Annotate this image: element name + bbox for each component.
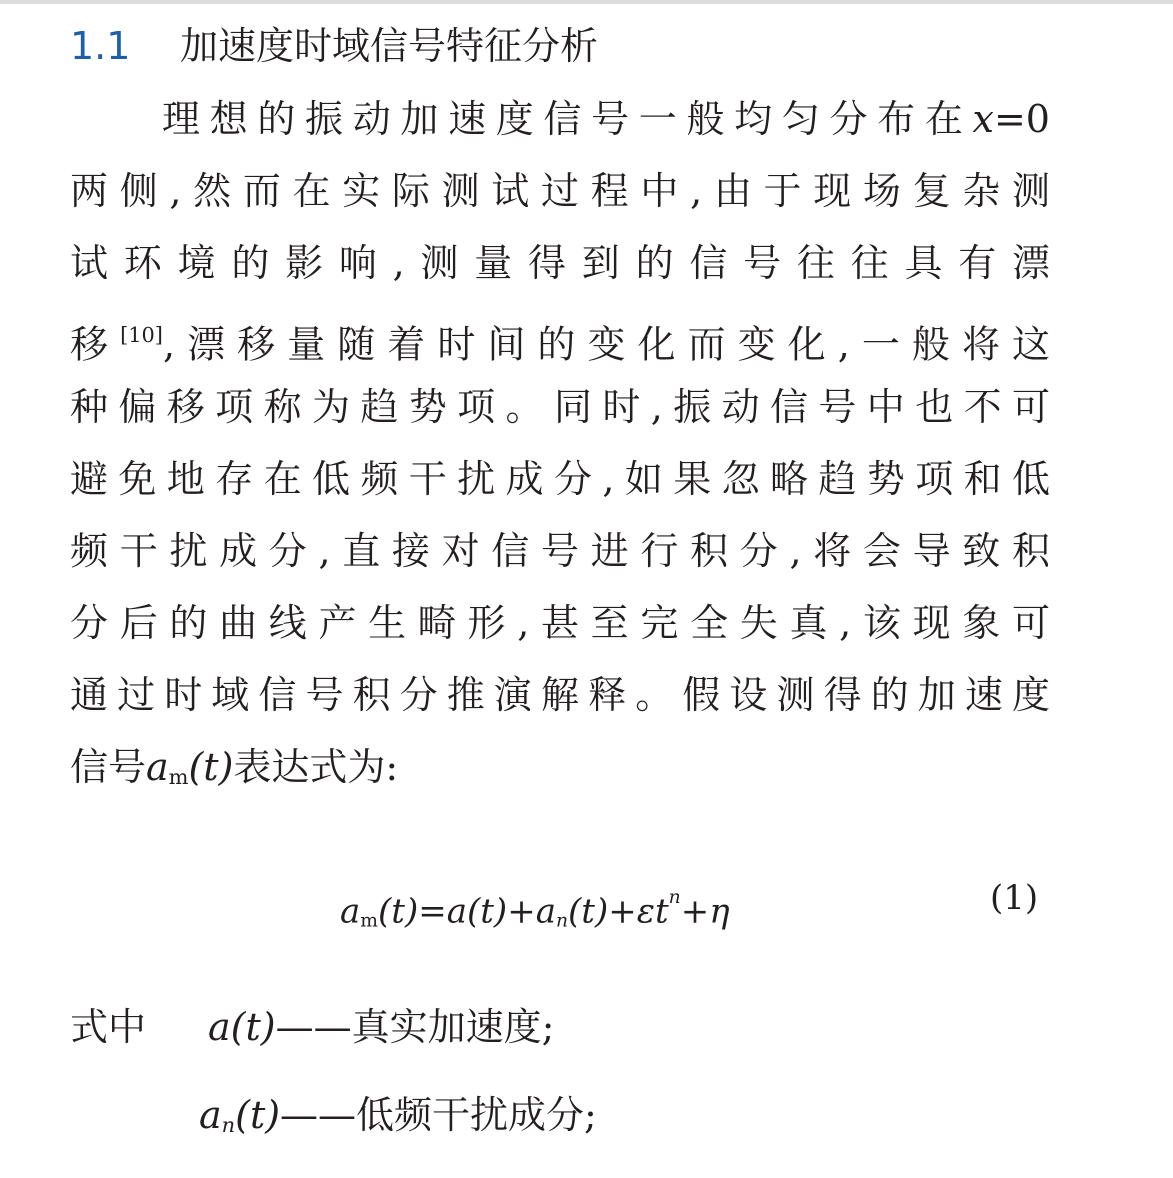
citation-mark: [10] xyxy=(120,323,163,347)
paragraph-line: 两侧,然而在实际测试过程中,由于现场复杂测 xyxy=(70,169,1050,213)
body-paragraph xyxy=(70,83,1050,803)
math-subscript: n xyxy=(221,1113,236,1138)
math-argument: (t) xyxy=(378,891,419,932)
text-run: =0 xyxy=(993,97,1050,141)
math-operator: + xyxy=(608,891,637,932)
math-variable: x xyxy=(972,97,994,141)
definition-text: ——真实加速度; xyxy=(275,1005,555,1049)
math-term: a(t) xyxy=(208,1005,276,1049)
math-superscript: n xyxy=(668,887,681,908)
paragraph-line: 频干扰成分,直接对信号进行积分,将会导致积 xyxy=(70,529,1050,573)
math-symbol: a xyxy=(535,891,556,932)
math-symbol: a xyxy=(340,891,361,932)
section-heading xyxy=(70,14,598,78)
text-run: 信号 xyxy=(70,745,147,789)
paragraph-line xyxy=(70,299,1050,371)
math-term: η xyxy=(709,891,730,932)
math-subscript: m xyxy=(360,910,379,932)
top-divider xyxy=(0,0,1173,4)
math-argument: (t) xyxy=(235,1093,281,1137)
math-subscript: m xyxy=(168,765,189,790)
text-run: ,漂移量随着时间的变化而变化,一般将这 xyxy=(162,322,1050,367)
math-symbol: a xyxy=(146,745,169,789)
math-argument: (t) xyxy=(568,891,609,932)
paragraph-line: 分后的曲线产生畸形,甚至完全失真,该现象可 xyxy=(70,601,1050,645)
paragraph-line: 种偏移项称为趋势项。同时,振动信号中也不可 xyxy=(70,385,1050,429)
math-term: a(t) xyxy=(446,891,508,932)
definition-row xyxy=(70,992,554,1062)
math-operator: + xyxy=(507,891,536,932)
paragraph-line: 通过时域信号积分推演解释。假设测得的加速度 xyxy=(70,673,1050,717)
section-title: 加速度时域信号特征分析 xyxy=(180,24,599,68)
paragraph-line xyxy=(70,731,1050,803)
math-term: εt xyxy=(636,891,669,932)
math-symbol: a xyxy=(199,1093,222,1137)
math-argument: (t) xyxy=(188,745,234,789)
math-operator: = xyxy=(418,891,447,932)
definition-text: ——低频干扰成分; xyxy=(280,1093,597,1137)
section-number: 1.1 xyxy=(70,24,131,68)
math-subscript: n xyxy=(555,910,569,932)
text-run: 移 xyxy=(70,322,121,367)
paragraph-line xyxy=(70,83,1050,155)
equation-1 xyxy=(340,866,730,930)
paragraph-line: 试环境的影响,测量得到的信号往往具有漂 xyxy=(70,241,1050,285)
text-run: 表达式为: xyxy=(233,745,399,789)
definition-label: 式中 xyxy=(70,1005,147,1049)
definition-row xyxy=(199,1080,597,1150)
equation-number: (1) xyxy=(990,878,1039,918)
text-run: 理想的振动加速度信号一般均匀分布在 xyxy=(162,97,973,141)
paragraph-line: 避免地存在低频干扰成分,如果忽略趋势项和低 xyxy=(70,457,1050,501)
math-operator: + xyxy=(680,891,710,932)
